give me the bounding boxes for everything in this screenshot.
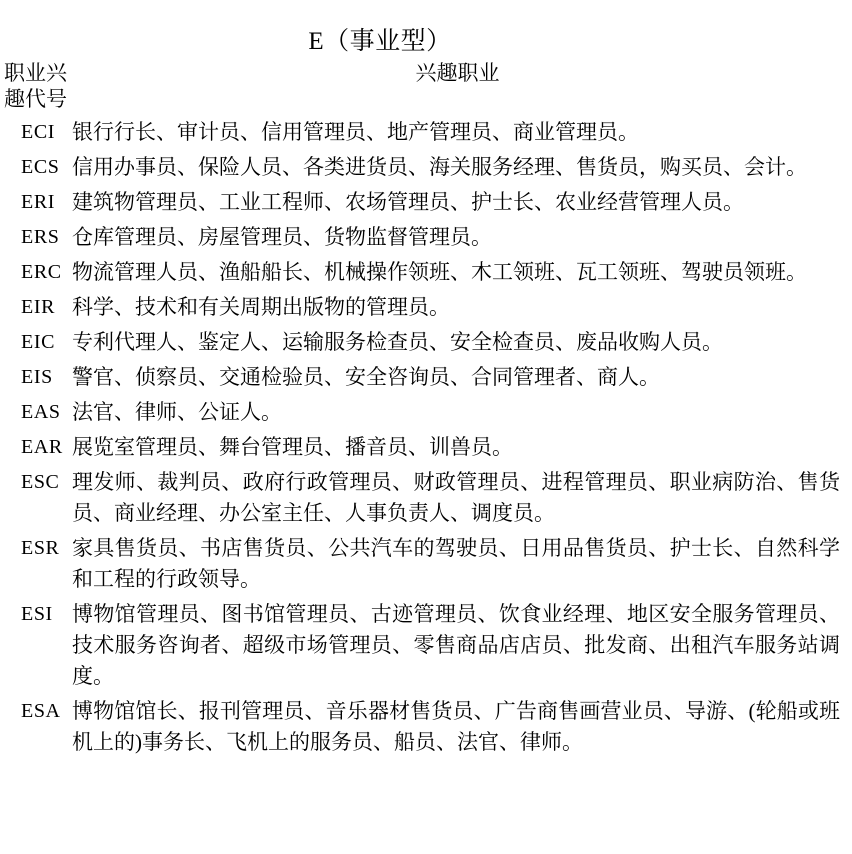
row-occupations: 物流管理人员、渔船船长、机械操作领班、木工领班、瓦工领班、驾驶员领班。 bbox=[72, 260, 807, 284]
column-header-code-line-1: 职业兴 bbox=[4, 61, 67, 85]
row-code: EIC bbox=[21, 331, 56, 353]
column-header-code-line-2: 趣代号 bbox=[4, 87, 67, 111]
row-occupations: 仓库管理员、房屋管理员、货物监督管理员。 bbox=[72, 225, 492, 249]
row-code: EAR bbox=[21, 436, 63, 458]
row-occupations: 博物馆管理员、图书馆管理员、古迹管理员、饮食业经理、地区安全服务管理员、技术服务咨询者、超级市场管理员、零售商品店店员、批发商、出租汽车服务站调度。 bbox=[72, 602, 840, 688]
table-row bbox=[0, 599, 852, 696]
row-occupations: 博物馆馆长、报刊管理员、音乐器材售货员、广告商售画营业员、导游、(轮船或班机上的)事务长、飞机上的服务员、船员、法官、律师。 bbox=[72, 699, 840, 754]
table-row bbox=[0, 222, 852, 257]
table-row bbox=[0, 533, 852, 599]
row-code: ERS bbox=[21, 226, 60, 248]
row-code: ECS bbox=[21, 156, 60, 178]
row-occupations: 法官、律师、公证人。 bbox=[72, 400, 282, 424]
row-occupations: 专利代理人、鉴定人、运输服务检查员、安全检查员、废品收购人员。 bbox=[72, 330, 723, 354]
row-occupations: 科学、技术和有关周期出版物的管理员。 bbox=[72, 295, 450, 319]
table-row bbox=[0, 257, 852, 292]
row-code: ERI bbox=[21, 191, 56, 213]
row-code: EIR bbox=[21, 296, 56, 318]
table-row bbox=[0, 696, 852, 762]
row-occupations: 展览室管理员、舞台管理员、播音员、训兽员。 bbox=[72, 435, 513, 459]
row-occupations: 信用办事员、保险人员、各类进货员、海关服务经理、售货员，购买员、会计。 bbox=[72, 155, 807, 179]
table-row bbox=[0, 292, 852, 327]
row-code: ERC bbox=[21, 261, 62, 283]
row-code: EIS bbox=[21, 366, 53, 388]
row-occupations: 建筑物管理员、工业工程师、农场管理员、护士长、农业经营管理人员。 bbox=[72, 190, 744, 214]
table-row bbox=[0, 397, 852, 432]
row-code: ESC bbox=[21, 471, 60, 493]
row-occupations: 警官、侦察员、交通检验员、安全咨询员、合同管理者、商人。 bbox=[72, 365, 660, 389]
row-code: ESA bbox=[21, 700, 61, 722]
table-row bbox=[0, 152, 852, 187]
table-row bbox=[0, 432, 852, 467]
page-title: E（事业型） bbox=[308, 28, 452, 55]
table-row bbox=[0, 467, 852, 533]
row-code: EAS bbox=[21, 401, 61, 423]
row-occupations: 家具售货员、书店售货员、公共汽车的驾驶员、日用品售货员、护士长、自然科学和工程的行政领导。 bbox=[72, 536, 840, 591]
table-row bbox=[0, 362, 852, 397]
table-row bbox=[0, 187, 852, 222]
table-row bbox=[0, 327, 852, 362]
row-occupations: 理发师、裁判员、政府行政管理员、财政管理员、进程管理员、职业病防治、售货员、商业经理、办公室主任、人事负责人、调度员。 bbox=[72, 470, 840, 525]
column-header-code bbox=[4, 60, 88, 112]
row-code: ESR bbox=[21, 537, 60, 559]
occupation-table bbox=[0, 117, 852, 762]
row-code: ESI bbox=[21, 603, 53, 625]
row-code: ECI bbox=[21, 121, 56, 143]
column-header-occupations: 兴趣职业 bbox=[415, 61, 500, 85]
table-row bbox=[0, 117, 852, 152]
row-occupations: 银行行长、审计员、信用管理员、地产管理员、商业管理员。 bbox=[72, 120, 639, 144]
